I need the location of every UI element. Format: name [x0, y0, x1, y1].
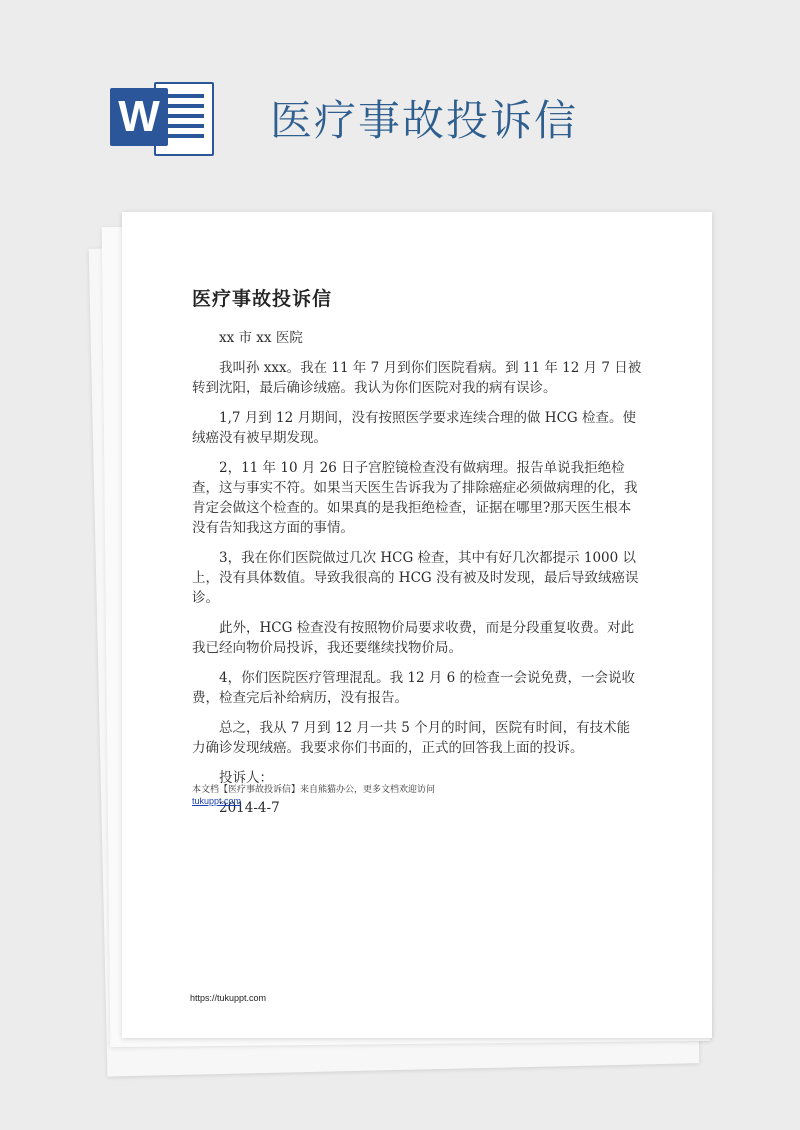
body-paragraph: 2，11 年 10 月 26 日子宫腔镜检查没有做病理。报告单说我拒绝检查，这与事实不符。如果当天医生告诉我为了排除癌症必须做病理的化，我肯定会做这个检查的。如果真的是我拒绝检查，证据在哪里?那天医生根本没有告知我这方面的事情。 [192, 460, 638, 536]
source-link[interactable]: tukuppt.com [192, 796, 242, 806]
header-title: 医疗事故投诉信 [270, 96, 579, 145]
word-logo-badge: W [110, 88, 168, 146]
body-paragraph: 3，我在你们医院做过几次 HCG 检查，其中有好几次都提示 1000 以上，没有具体数值。导致我很高的 HCG 没有被及时发现，最后导致绒癌误诊。 [192, 550, 639, 606]
document-body [192, 328, 642, 828]
body-paragraph: 总之，我从 7 月到 12 月一共 5 个月的时间，医院有时间，有技术能力确诊发现绒癌。我要求你们书面的，正式的回答我上面的投诉。 [192, 720, 631, 756]
document-page [122, 212, 712, 1038]
body-paragraph: 此外，HCG 检查没有按照物价局要求收费，而是分段重复收费。对此我已经向物价局投诉，我还要继续找物价局。 [192, 620, 635, 656]
page-url: https://tukuppt.com [190, 993, 267, 1003]
body-paragraph: 我叫孙 xxx。我在 11 年 7 月到你们医院看病。到 11 年 12 月 7 日被转到沈阳，最后确诊绒癌。我认为你们医院对我的病有误诊。 [192, 360, 642, 396]
page-header [110, 78, 710, 158]
recipient-line: xx 市 xx 医院 [219, 330, 303, 346]
body-paragraph: 1,7 月到 12 月期间，没有按照医学要求连续合理的做 HCG 检查。使绒癌没有被早期发现。 [192, 410, 636, 446]
source-note: 本文档【医疗事故投诉信】来自熊猫办公，更多文档欢迎访问 [192, 785, 436, 795]
document-title: 医疗事故投诉信 [192, 288, 333, 310]
word-icon [110, 78, 214, 156]
signature-label: 投诉人： [219, 770, 273, 786]
document-date: 2014-4-7 [219, 800, 280, 816]
body-paragraph: 4，你们医院医疗管理混乱。我 12 月 6 的检查一会说免费，一会说收费，检查完后补给病历，没有报告。 [192, 670, 636, 706]
